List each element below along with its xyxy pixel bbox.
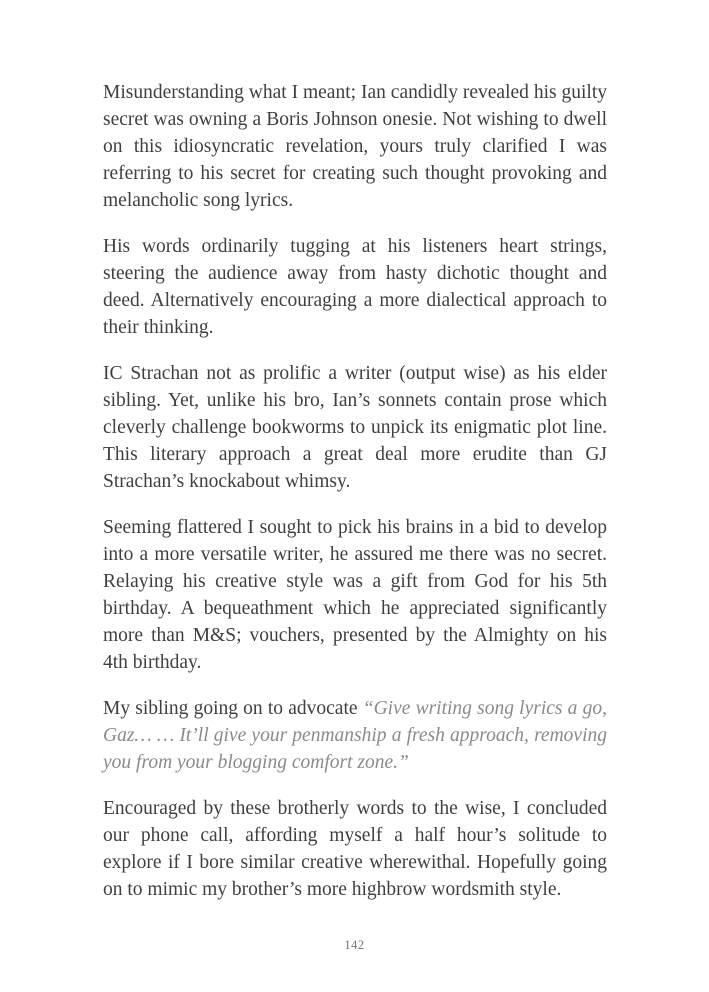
page-number: 142 [344,938,365,952]
body-text: IC Strachan not as prolific a writer (output wise) as his elder sibling. Yet, unlike his bro, Ian’s sonnets contain prose which cleverly challenge bookworms to unpick its enigmatic plot line. This literary approach a great deal more erudite than GJ Strachan’s knockabout whimsy. [103,363,607,492]
body-text: His words ordinarily tugging at his listeners heart strings, steering the audience away from hasty dichotic thought and deed. Alternatively encouraging a more dialectical approach to their thinking. [103,236,607,338]
body-text: Seeming flattered I sought to pick his brains in a bid to develop into a more versatile writer, he assured me there was no secret. Relaying his creative style was a gift from God for his 5th birthday. A bequeathment which he appreciated significantly more than M&S; vouchers, presented by the Almighty on his 4th birthday. [103,517,607,673]
paragraph [103,233,607,341]
quoted-speech: “Give writing song lyrics a go, Gaz… … It’ll give your penmanship a fresh approach, removing you from your blogging comfort zone.” [103,698,607,773]
text-block [103,79,607,922]
body-text: Misunderstanding what I meant; Ian candidly revealed his guilty secret was owning a Boris Johnson onesie. Not wishing to dwell on this idiosyncratic revelation, yours truly clarified I was referring to his secret for creating such thought provoking and melancholic song lyrics. [103,82,607,211]
body-text: Encouraged by these brotherly words to the wise, I concluded our phone call, affording myself a half hour’s solitude to explore if I bore similar creative wherewithal. Hopefully going on to mimic my brother’s more highbrow wordsmith style. [103,798,607,900]
paragraph [103,695,607,776]
paragraph [103,79,607,214]
paragraph [103,514,607,676]
paragraph [103,795,607,903]
body-text: My sibling going on to advocate [103,698,363,719]
paragraph [103,360,607,495]
